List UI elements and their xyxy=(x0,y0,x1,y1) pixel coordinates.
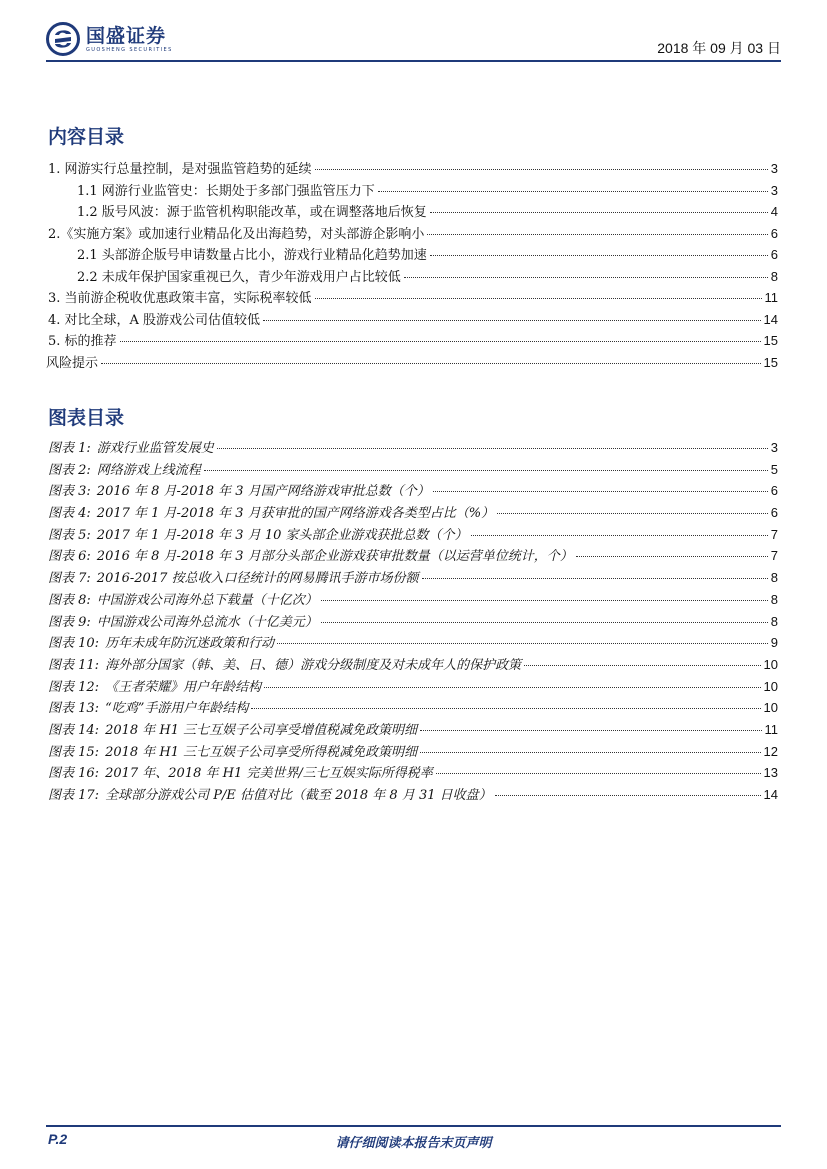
figure-entry[interactable] xyxy=(48,545,778,567)
figure-label: 全球部分游戏公司 P/E 估值对比（截至 2018 年 8 月 31 日收盘） xyxy=(105,788,492,803)
toc-leader xyxy=(422,578,768,579)
toc-leader xyxy=(427,234,767,235)
figure-entry[interactable] xyxy=(48,524,778,546)
disclaimer-note: 请仔细阅读本报告末页声明 xyxy=(335,1136,492,1151)
figure-page: 6 xyxy=(770,483,778,499)
figure-page: 12 xyxy=(763,743,778,759)
figure-page: 8 xyxy=(770,570,778,586)
figure-page: 7 xyxy=(770,548,778,564)
figure-number: 图表 10: xyxy=(48,636,100,652)
figure-entry[interactable] xyxy=(48,697,778,719)
figure-number: 图表 11: xyxy=(48,657,100,673)
figure-number: 图表 14: xyxy=(48,722,100,738)
figures-title: 图表目录 xyxy=(48,407,125,429)
figure-label: 海外部分国家（韩、美、日、德）游戏分级制度及对未成年人的保护政策 xyxy=(105,657,522,673)
toc-list xyxy=(48,158,778,373)
logo-subtext: GUOSHENG SECURITIES xyxy=(86,46,173,53)
toc-entry[interactable] xyxy=(48,201,778,223)
toc-leader xyxy=(204,470,768,471)
toc-entry-label: 风险提示 xyxy=(46,355,99,371)
toc-entry-label: 3. 当前游企税收优惠政策丰富，实际税率较低 xyxy=(48,291,312,306)
toc-entry-page: 11 xyxy=(764,290,778,305)
toc-entry-label: 2.《实施方案》或加速行业精品化及出海趋势，对头部游企影响小 xyxy=(48,226,425,242)
figure-entry[interactable] xyxy=(48,632,778,654)
toc-entry-page: 6 xyxy=(770,247,778,262)
toc-entry-label: 2.1 头部游企版号申请数量占比小，游戏行业精品化趋势加速 xyxy=(77,248,427,263)
figure-label: 2018 年 H1 三七互娱子公司享受所得税减免政策明细 xyxy=(105,744,418,760)
figure-page: 13 xyxy=(763,765,778,781)
toc-leader xyxy=(101,363,761,364)
figure-entry[interactable] xyxy=(48,567,778,589)
figure-number: 图表 1: xyxy=(48,441,91,456)
figure-page: 9 xyxy=(770,635,778,651)
figure-page: 7 xyxy=(770,526,778,542)
figure-entry[interactable] xyxy=(48,480,778,502)
figure-page: 8 xyxy=(770,613,778,629)
toc-entry-label: 1.2 版号风波：源于监管机构职能改革，或在调整落地后恢复 xyxy=(77,205,427,220)
figure-number: 图表 4: xyxy=(48,506,91,522)
figure-page: 14 xyxy=(763,787,778,802)
figure-entry[interactable] xyxy=(48,654,778,676)
figure-page: 10 xyxy=(763,678,778,694)
toc-entry-page: 15 xyxy=(763,333,778,348)
report-date: 2018 年 09 月 03 日 xyxy=(657,40,781,56)
figure-entry[interactable] xyxy=(48,784,778,806)
figure-page: 8 xyxy=(770,591,778,607)
figure-label: 中国游戏公司海外总流水（十亿美元） xyxy=(96,614,318,630)
figure-label: 2016 年 8 月-2018 年 3 月国产网络游戏审批总数（个） xyxy=(96,484,430,500)
figure-label: 游戏行业监管发展史 xyxy=(96,441,214,456)
figure-label: 历年未成年防沉迷政策和行动 xyxy=(105,636,275,652)
figure-label: 2016-2017 按总收入口径统计的网易腾讯手游市场份额 xyxy=(96,571,419,587)
toc-leader xyxy=(524,665,760,666)
toc-entry-page: 6 xyxy=(770,225,778,241)
toc-leader xyxy=(321,600,768,601)
figure-label: 2017 年 1 月-2018 年 3 月获审批的国产网络游戏各类型占比（%） xyxy=(96,506,495,522)
toc-title: 内容目录 xyxy=(48,126,125,148)
toc-leader xyxy=(436,773,761,774)
toc-entry[interactable] xyxy=(48,287,778,309)
guosheng-logo-icon xyxy=(46,22,80,56)
figure-number: 图表 6: xyxy=(48,549,91,565)
figure-page: 11 xyxy=(764,721,778,737)
toc-entry-label: 4. 对比全球，A 股游戏公司估值较低 xyxy=(48,312,261,328)
toc-entry[interactable] xyxy=(48,330,778,352)
toc-entry-label: 1.1 网游行业监管史：长期处于多部门强监管压力下 xyxy=(77,183,375,199)
figure-number: 图表 2: xyxy=(48,462,91,478)
toc-entry-label: 5. 标的推荐 xyxy=(48,334,117,349)
figure-number: 图表 9: xyxy=(48,614,91,630)
page-header xyxy=(46,22,781,62)
toc-leader xyxy=(264,687,760,688)
toc-leader xyxy=(378,191,768,192)
toc-entry-page: 3 xyxy=(770,182,778,198)
toc-entry[interactable] xyxy=(48,244,778,266)
toc-leader xyxy=(263,320,760,321)
figure-page: 10 xyxy=(763,700,778,716)
toc-leader xyxy=(315,169,768,170)
figure-list xyxy=(48,437,778,806)
figure-entry[interactable] xyxy=(48,437,778,459)
toc-leader xyxy=(404,277,768,278)
figure-number: 图表 3: xyxy=(48,484,91,500)
toc-entry[interactable] xyxy=(48,180,778,202)
toc-entry[interactable] xyxy=(46,352,778,374)
figure-label: 2018 年 H1 三七互娱子公司享受增值税减免政策明细 xyxy=(105,722,418,738)
figure-page: 6 xyxy=(770,505,778,521)
figure-label: 2016 年 8 月-2018 年 3 月部分头部企业游戏获审批数量（以运营单位统计，个） xyxy=(96,549,573,565)
figure-number: 图表 7: xyxy=(48,571,91,587)
figure-label: 中国游戏公司海外总下载量（十亿次） xyxy=(96,592,318,608)
page-number: P.2 xyxy=(48,1131,68,1147)
figure-entry[interactable] xyxy=(48,741,778,763)
toc-leader xyxy=(433,491,768,492)
toc-leader xyxy=(420,730,761,731)
toc-leader xyxy=(120,341,761,342)
figure-label: 2017 年 1 月-2018 年 3 月 10 家头部企业游戏获批总数（个） xyxy=(96,527,468,543)
figure-number: 图表 17: xyxy=(48,788,100,803)
toc-entry[interactable] xyxy=(48,223,778,245)
toc-entry-page: 3 xyxy=(770,161,778,176)
toc-entry[interactable] xyxy=(48,158,778,180)
toc-entry-page: 4 xyxy=(770,204,778,219)
figure-entry[interactable] xyxy=(48,762,778,784)
header-divider xyxy=(46,60,781,62)
footer-divider xyxy=(46,1125,781,1127)
company-logo xyxy=(46,22,173,56)
toc-leader xyxy=(315,298,762,299)
figure-number: 图表 12: xyxy=(48,679,100,695)
toc-leader xyxy=(277,643,768,644)
figure-entry[interactable] xyxy=(48,502,778,524)
figure-entry[interactable] xyxy=(48,676,778,698)
figure-number: 图表 5: xyxy=(48,527,91,543)
figure-entry[interactable] xyxy=(48,459,778,481)
toc-leader xyxy=(471,535,768,536)
toc-leader xyxy=(576,556,768,557)
figure-page: 5 xyxy=(770,461,778,477)
logo-wordmark: 国盛证券 xyxy=(86,24,167,47)
figure-page: 3 xyxy=(770,440,778,455)
toc-leader xyxy=(430,212,768,213)
toc-leader xyxy=(495,795,761,796)
figure-label: “吃鸡”手游用户年龄结构 xyxy=(105,701,249,717)
toc-leader xyxy=(321,622,768,623)
figure-number: 图表 15: xyxy=(48,744,100,760)
toc-entry-page: 14 xyxy=(763,311,778,327)
figure-page: 10 xyxy=(763,656,778,672)
toc-entry[interactable] xyxy=(48,266,778,288)
toc-entry-label: 2.2 未成年保护国家重视已久，青少年游戏用户占比较低 xyxy=(77,269,401,285)
toc-leader xyxy=(217,448,768,449)
figure-entry[interactable] xyxy=(48,589,778,611)
figure-label: 《王者荣耀》用户年龄结构 xyxy=(105,679,262,695)
figure-label: 网络游戏上线流程 xyxy=(96,462,201,478)
toc-leader xyxy=(420,752,760,753)
toc-leader xyxy=(497,513,768,514)
toc-leader xyxy=(430,255,768,256)
figure-entry[interactable] xyxy=(48,719,778,741)
toc-leader xyxy=(251,708,760,709)
figure-number: 图表 16: xyxy=(48,766,100,782)
toc-entry-page: 15 xyxy=(763,354,778,370)
figure-number: 图表 13: xyxy=(48,701,100,717)
toc-entry-page: 8 xyxy=(770,268,778,284)
figure-label: 2017 年、2018 年 H1 完美世界/三七互娱实际所得税率 xyxy=(105,766,433,782)
figure-number: 图表 8: xyxy=(48,592,91,608)
toc-entry[interactable] xyxy=(48,309,778,331)
figure-entry[interactable] xyxy=(48,611,778,633)
toc-entry-label: 1. 网游实行总量控制，是对强监管趋势的延续 xyxy=(48,162,312,177)
